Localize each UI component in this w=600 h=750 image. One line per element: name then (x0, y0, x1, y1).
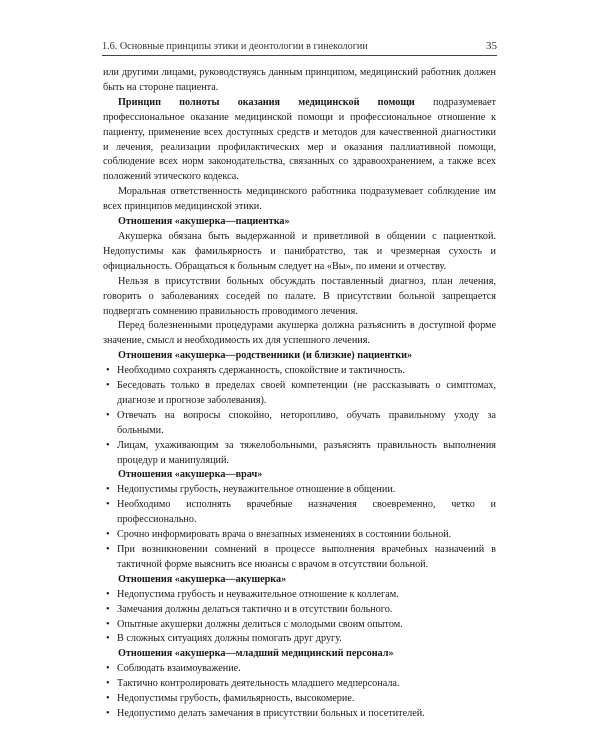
section-heading: Отношения «акушерка—врач» (118, 469, 263, 481)
bullet-icon: • (106, 544, 110, 555)
list-item: • Беседовать только в пределах своей компетенции (не рассказывать о симптомах, диагнозе и прогнозе заболевания). (106, 380, 496, 406)
list-item: • В сложных ситуациях должны помогать друг другу. (103, 632, 496, 647)
bullet-icon: • (106, 663, 110, 675)
bullet-icon: • (106, 618, 110, 630)
list-item: • Замечания должны делаться тактично и в отсутствии больного. (103, 603, 496, 618)
paragraph: Нельзя в присутствии больных обсуждать поставленный диагноз, план лечения, говорить о заболеваниях соседей по палате. В присутствии больной запрещается подвергать сомнению правильность проводимого лечения. (103, 275, 496, 317)
bullet-icon: • (106, 484, 110, 496)
bullet-list (103, 483, 496, 572)
bullet-list (103, 364, 496, 468)
list-item: • Необходимо сохранять сдержанность, спокойствие и тактичность. (103, 364, 496, 379)
header-rule (102, 55, 497, 56)
bullet-list (103, 588, 496, 648)
paragraph: или другими лицами, руководствуясь данным принципом, медицинский работник должен быть на стороне пациента. (103, 67, 496, 93)
list-item: • Тактично контролировать деятельность младшего медперсонала. (103, 677, 496, 692)
paragraph: Акушерка обязана быть выдержанной и приветливой в общении с пациенткой. Недопустимы как фамильярность и панибратство, так и чрезмерная сухость и официальность. Обращаться к больным следует на «Вы», по имени и отчеству. (103, 230, 496, 272)
list-item: • При возникновении сомнений в процессе выполнения врачебных назначений в тактичной форме выяснить все нюансы с врачом в отсутствии больной. (106, 544, 496, 570)
page-number: 35 (486, 40, 497, 52)
bullet-icon: • (106, 499, 110, 511)
bullet-icon: • (106, 409, 110, 421)
bullet-icon: • (106, 380, 110, 392)
list-item: • Недопустимо делать замечания в присутствии больных и посетителей. (103, 707, 496, 722)
bullet-list (103, 662, 496, 722)
list-item: • Необходимо исполнять врачебные назначения своевременно, четко и профессионально. (106, 499, 496, 526)
section-heading: Отношения «акушерка—пациентка» (118, 216, 290, 228)
bullet-icon: • (106, 633, 110, 645)
list-item: • Опытные акушерки должны делиться с молодыми своим опытом. (103, 618, 496, 633)
bullet-icon: • (106, 603, 110, 615)
running-head (102, 40, 497, 52)
list-item: • Соблюдать взаимоуважение. (103, 662, 496, 677)
list-item: • Недопустима грубость и неуважительное отношение к коллегам. (103, 588, 496, 603)
body-text (103, 66, 496, 722)
bullet-icon: • (106, 529, 110, 541)
list-item: • Лицам, ухаживающим за тяжелобольными, разъяснять правильность выполнения процедур и манипуляций. (106, 439, 496, 466)
chapter-title: 1.6. Основные принципы этики и деонтологии в гинекологии (102, 41, 368, 52)
list-item: • Недопустимы грубость, неуважительное отношение в общении. (103, 483, 496, 498)
bullet-icon: • (106, 365, 110, 377)
list-item: • Срочно информировать врача о внезапных изменениях в состоянии больной. (103, 528, 496, 543)
list-item: • Недопустимы грубость, фамильярность, высокомерие. (103, 692, 496, 707)
bullet-icon: • (106, 678, 110, 690)
paragraph (103, 96, 496, 185)
bullet-icon: • (106, 707, 110, 719)
bullet-icon: • (106, 588, 110, 600)
list-item: • Отвечать на вопросы спокойно, неторопливо, обучать правильному уходу за больными. (106, 409, 496, 436)
paragraph: Моральная ответственность медицинского работника подразумевает соблюдение им всех принципов медицинской этики. (103, 186, 496, 213)
section-heading: Отношения «акушерка—младший медицинский персонал» (118, 648, 394, 660)
section-heading: Отношения «акушерка—родственники (и близкие) пациентки» (118, 350, 413, 362)
term-bold: Принцип полноты оказания медицинской помощи (118, 96, 415, 108)
bullet-icon: • (106, 693, 110, 705)
bullet-icon: • (106, 439, 110, 451)
section-heading: Отношения «акушерка—акушерка» (118, 573, 287, 585)
paragraph-text: подразумевает профессиональное оказание медицинской помощи и профессиональное отношение к пациенту, применение всех доступных средств и методов для качественной диагностики и лечения, реализации профилактических мер и оказания паллиативной помощи, соблюдение всех норм законодательства, связанных со здравоохранением, а также всех положений этического кодекса. (103, 96, 496, 183)
paragraph: Перед болезненными процедурами акушерка должна разъяснить в доступной форме значение, смысл и необходимость их для успешного лечения. (103, 320, 496, 347)
